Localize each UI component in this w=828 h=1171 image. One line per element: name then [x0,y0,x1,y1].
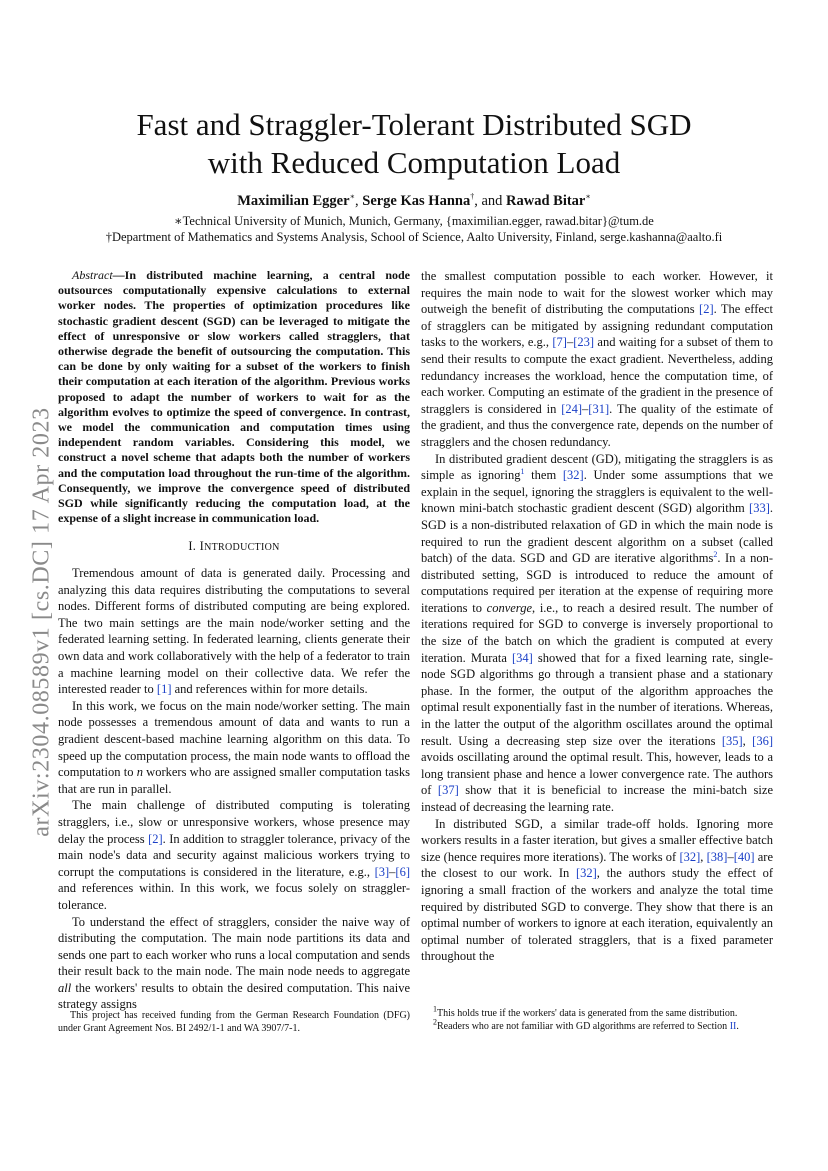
citation-link[interactable]: [34] [512,650,533,665]
citation-link[interactable]: [35] [721,733,743,748]
body-paragraph-3: In distributed SGD, a similar trade-off holds. Ignoring more workers results in a faster iteration, but gives a smaller effective batch size (hence requires more iterations). The works of [32], [38]–[40] are the closest to our work. In [32], the authors study the effect of ignoring a small fraction of the workers and analyze the total time required by distributed SGD to converge. They show that there is an optimal number of workers to ignore at each iteration, equivalently an optimal number of tolerated stragglers, that is a fixed parameter throughout the [421,816,774,964]
citation-link[interactable]: [3] [374,864,390,879]
citation-link[interactable]: [7] [552,335,567,350]
intro-paragraph-1: Tremendous amount of data is generated daily. Processing and analyzing this data requires distributing the computations to several nodes. Different forms of distributed computing are being explored. The two main settings are the main node/worker setting and the federated learning setting. In federated learning, clients generate their own data and work collaboratively with the help of a federator to train a machine learning model on their collective data. We refer the interested reader to [1] and references within for more details. [58,566,410,697]
citation-link[interactable]: [31] [588,401,610,416]
section-heading-introduction: I. INTRODUCTION [188,539,280,554]
title-line-2: with Reduced Computation Load [207,145,621,180]
author-separator: , and [474,193,507,209]
footnote-1: $^1$This holds true if the workers' data is generated from the same distribution. [433,1004,738,1019]
arxiv-identifier-stamp [24,362,60,882]
author-name: Rawad Bitar [506,193,586,209]
citation-link[interactable]: [32] [575,866,597,881]
body-paragraph-1: the smallest computation possible to each worker. However, it requires the main node to wait for the slowest worker which may outweigh the benefit of distributing the computations [2]. The effect of stragglers can be mitigated by assigning redundant computation tasks to the workers, e.g., [7]–[23] and waiting for a subset of them to send their results to compute the exact gradient. Nevertheless, adding redundancy increases the workload, hence the computation time, of each worker. Computing an estimate of the gradient in the presence of stragglers is considered in [24]–[31]. The quality of the estimate of the gradient, and thus the convergence rate, depends on the number of stragglers and the chosen redundancy. [421,269,774,449]
title-line-1: Fast and Straggler-Tolerant Distributed SGD [136,107,692,142]
citation-link[interactable]: [23] [573,335,595,350]
intro-paragraph-2: In this work, we focus on the main node/worker setting. The main node possesses a tremendous amount of data and wants to run a gradient descent-based machine learning algorithm on this data. To speed up the computation process, the main node wants to offload the computation to n workers who are assigned smaller computation tasks that are run in parallel. [58,698,410,796]
paper-title [100,106,728,182]
right-footnotes [421,1004,773,1033]
citation-link[interactable]: [32] [562,468,584,483]
affiliation-mark: ∗ [585,192,591,202]
right-column [421,268,773,965]
affiliation-tum: ∗Technical University of Munich, Munich, Germany, {maximilian.egger, rawad.bitar}@tum.de [174,214,654,228]
affiliation-mark: ∗ [349,192,355,202]
citation-link[interactable]: [6] [395,864,410,879]
author-name: Maximilian Egger [237,193,350,209]
footnote-2: $^2$Readers who are not familiar with GD algorithms are referred to Section II. [433,1017,739,1032]
abstract-text: —In distributed machine learning, a central node outsources computationally expensive calculations to external worker nodes. The properties of optimization procedures like stochastic gradient descent (SGD) can be leveraged to mitigate the effect of unresponsive or slow workers called stragglers, that otherwise degrade the benefit of outsourcing the computation. This can be done by only waiting for a subset of the workers to finish their computation at each iteration of the algorithm. Previous works proposed to adapt the number of workers to wait for as the algorithm evolves to optimize the speed of convergence. In contrast, we model the communication and computation times using independent random variables. Considering this model, we construct a novel scheme that adapts both the number of workers and the computation load throughout the run-time of the algorithm. Consequently, we improve the convergence speed of distributed SGD while significantly reducing the computation load, at the expense of a slight increase in communication load. [58,268,410,526]
affiliation-mark: † [470,192,475,202]
intro-paragraph-4: To understand the effect of stragglers, consider the naive way of distributing the computation. The main node partitions its data and sends one part to each worker who runs a local computation and sends their result back to the main node. The main node needs to aggregate all the workers' results to obtain the desired computation. This naive strategy assigns [58,914,410,1012]
arxiv-stamp-text: arXiv:2304.08589v1 [cs.DC] 17 Apr 2023 [28,407,55,837]
citation-link[interactable]: [33] [749,501,770,516]
affiliation-aalto: †Department of Mathematics and Systems Analysis, School of Science, Aalto University, Finland, serge.kashanna@aalto.fi [105,230,723,244]
citation-link[interactable]: [36] [752,733,773,748]
citation-link[interactable]: [32] [679,849,701,864]
author-separator: , [355,193,363,209]
footnote-mark[interactable]: 1 [520,466,525,476]
funding-footnote: This project has received funding from the German Research Foundation (DFG) under Grant Agreement Nos. BI 2492/1-1 and WA 3907/7-1. [58,1010,410,1034]
citation-link[interactable]: [2] [148,831,163,846]
citation-link[interactable]: [2] [699,302,714,317]
citation-link[interactable]: [40] [733,849,755,864]
footnote-mark[interactable]: 2 [713,549,718,559]
citation-link[interactable]: [24] [561,401,583,416]
citation-link[interactable]: [38] [706,849,728,864]
citation-link[interactable]: [37] [437,783,459,798]
abstract-label: Abstract [72,268,113,282]
author-name: Serge Kas Hanna [362,193,471,209]
citation-link[interactable]: [1] [156,682,172,697]
author-list [60,192,768,210]
intro-paragraph-3: The main challenge of distributed computing is tolerating stragglers, i.e., slow or unresponsive workers, whose presence may delay the process [2]. In addition to straggler tolerance, privacy of the main node's data and security against malicious workers trying to corrupt the computations is considered in the literature, e.g., [3]–[6] and references within. In this work, we focus solely on straggler-tolerance. [58,798,411,912]
abstract [58,268,410,526]
body-paragraph-2: In distributed gradient descent (GD), mitigating the stragglers is as simple as ignoring$^1$ them [32]. Under some assumptions that we explain in the sequel, ignoring the stragglers is equivalent to the well-known mini-batch stochastic gradient descent (SGD) algorithm [33]. SGD is a non-distributed relaxation of GD in which the main node is required to run the gradient descent algorithm on a subset (called batch) of the data. SGD and GD are iterative algorithms$^2$. In a non-distributed setting, SGD is introduced to reduce the amount of computations required per iteration at the expense of requiring more iterations to converge, i.e., to reach a desired result. The number of iterations required for SGD to converge is inversely proportional to the size of the batch on which the gradient is computed at every iteration. Murata [34] showed that for a fixed learning rate, single-node SGD algorithms go through a transient phase and a stationary phase. In the former, the output of the algorithm approaches the optimal result exponentially fast in the number of iterations. Whereas, in the latter the output of the algorithm oscillates around the optimal result. Using a decreasing step size over the iterations [35], [36] avoids oscillating around the optimal result. This, however, leads to a long transient phase and hence a lower convergence rate. The authors of [37] show that it is beneficial to increase the mini-batch size instead of decreasing the learning rate. [421,451,773,814]
left-column [58,268,410,1013]
section-link[interactable]: II [729,1020,737,1032]
